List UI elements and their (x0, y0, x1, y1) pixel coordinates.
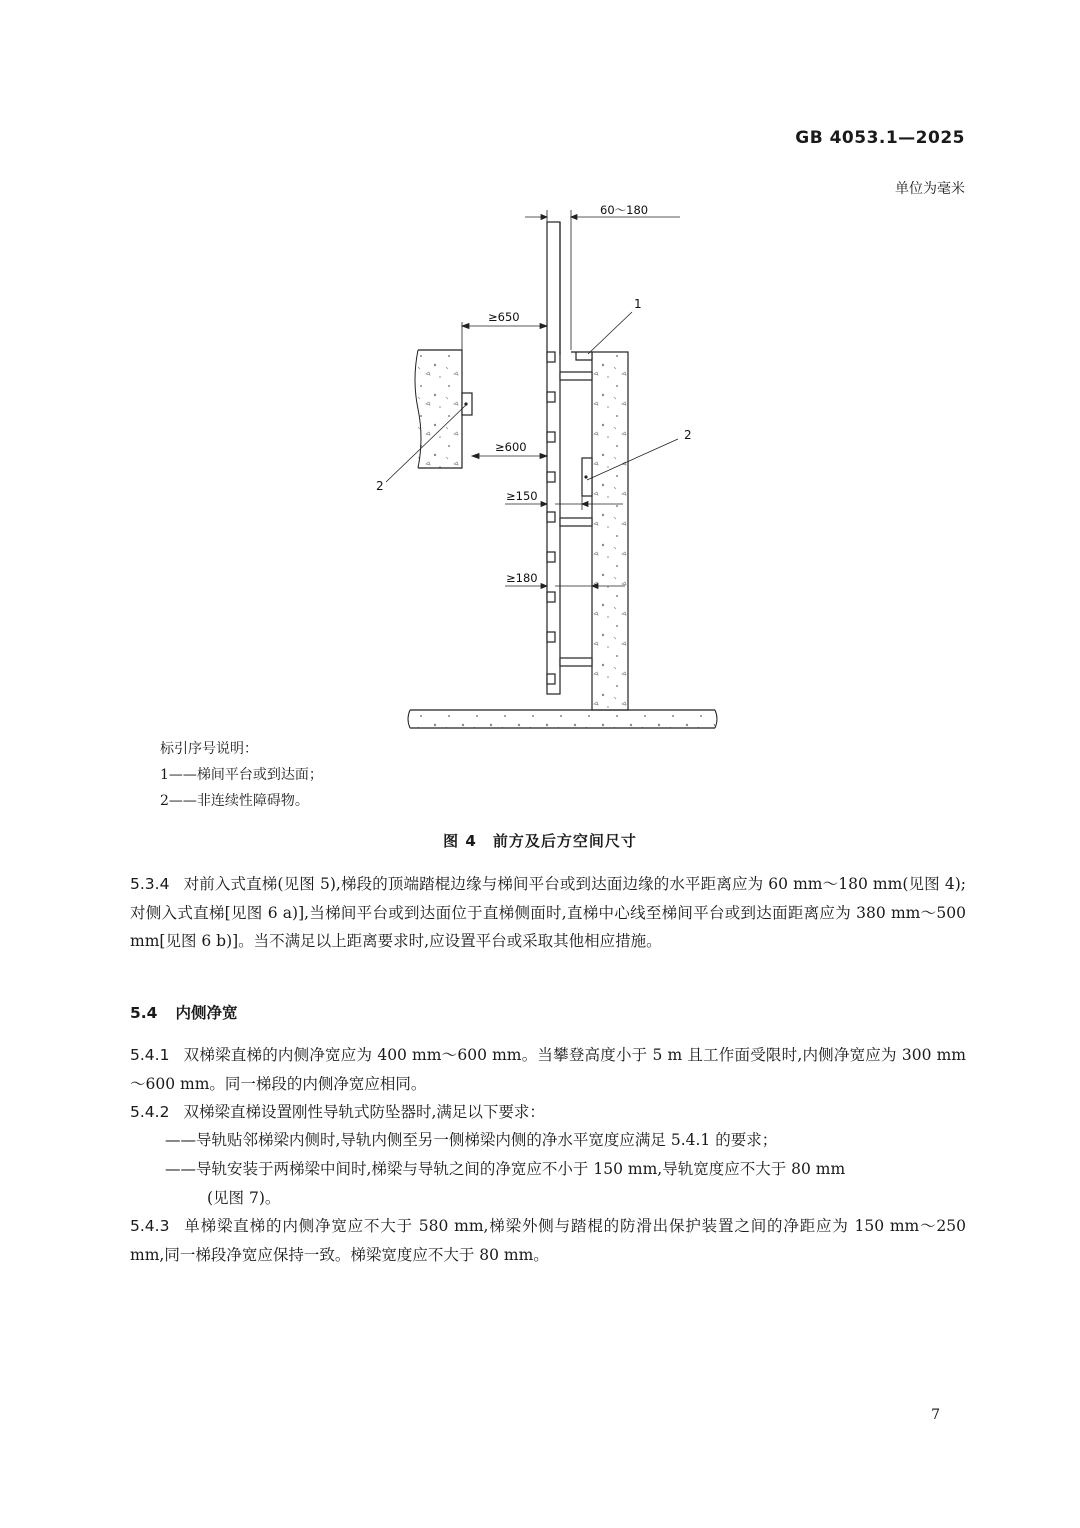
dim-label-front-600: ≥600 (495, 440, 527, 454)
section-title: 内侧净宽 (175, 1004, 238, 1022)
ladder-stile (547, 222, 560, 694)
clause-5-3-4 (130, 870, 966, 956)
dim-label-top-gap: 60～180 (600, 203, 649, 217)
left-wall-block (415, 350, 462, 468)
clause-text: 对前入式直梯(见图 5),梯段的顶端踏棍边缘与梯间平台或到达面边缘的水平距离应为 60 mm～180 mm(见图 4);对侧入式直梯[见图 6 a)],当梯间平台或到达面位于直梯侧面时,直梯中心线至梯间平台或到达面距离应为 380 mm～500 mm[见图 6 b)]。当不满足以上距离要求时,应设置平台或采取其他相应措施。 (130, 875, 966, 950)
clause-5-4-3 (130, 1212, 966, 1269)
dimension-front-650 (462, 322, 547, 350)
legend-title: 标引序号说明： (160, 741, 258, 757)
wall-obstacle-dot (584, 475, 587, 478)
dash-item-2 (165, 1155, 966, 1212)
dimension-front-600 (472, 454, 547, 459)
dash-item-1: ——导轨贴邻梯梁内侧时,导轨内侧至另一侧梯梁内侧的净水平宽度应满足 5.4.1 的要求； (165, 1131, 778, 1149)
callout-2-right: 2 (684, 428, 692, 442)
right-wall (592, 352, 628, 710)
legend-item-2: 2——非连续性障碍物。 (160, 793, 309, 809)
page-number: 7 (931, 1407, 940, 1423)
figure-4-drawing (360, 200, 730, 735)
clause-number: 5.4.1 (130, 1046, 170, 1064)
ground-slab (408, 710, 717, 728)
standard-code: GB 4053.1—2025 (795, 128, 965, 148)
dash-item-2-line-1: ——导轨安装于两梯梁中间时,梯梁与导轨之间的净宽应不小于 150 mm,导轨宽度应不大于 80 mm (165, 1160, 846, 1178)
wall-brackets (560, 372, 592, 666)
clause-text: 双梯梁直梯设置刚性导轨式防坠器时,满足以下要求： (183, 1103, 545, 1121)
dash-item-2-line-2: (见图 7)。 (207, 1188, 281, 1207)
clause-number: 5.4.3 (130, 1217, 170, 1235)
section-heading-5-4 (130, 1001, 237, 1023)
legend-item-1: 1——梯间平台或到达面； (160, 767, 323, 783)
unit-note: 单位为毫米 (895, 181, 965, 197)
clause-number: 5.4.2 (130, 1103, 170, 1121)
figure-caption: 图 4 前方及后方空间尺寸 (443, 832, 637, 850)
clause-5-4-2 (130, 1098, 966, 1127)
clause-text: 单梯梁直梯的内侧净宽应不大于 580 mm,梯梁外侧与踏棍的防滑出保护装置之间的净距应为 150 mm～250 mm,同一梯段净宽应保持一致。梯梁宽度应不大于 80 mm。 (130, 1217, 966, 1264)
ladder-rungs (547, 352, 555, 684)
clause-number: 5.3.4 (130, 875, 170, 893)
clause-text: 双梯梁直梯的内侧净宽应为 400 mm～600 mm。当攀登高度小于 5 m 且工作面受限时,内侧净宽应为 300 mm～600 mm。同一梯段的内侧净宽应相同。 (130, 1046, 966, 1093)
dim-label-rung-180: ≥180 (506, 571, 538, 585)
callout-1: 1 (634, 297, 642, 311)
dim-label-rung-150: ≥150 (506, 489, 538, 503)
dim-label-front-650: ≥650 (488, 310, 520, 324)
clause-5-4-1 (130, 1041, 966, 1098)
section-number: 5.4 (130, 1004, 158, 1022)
callout-2-left: 2 (376, 479, 384, 493)
